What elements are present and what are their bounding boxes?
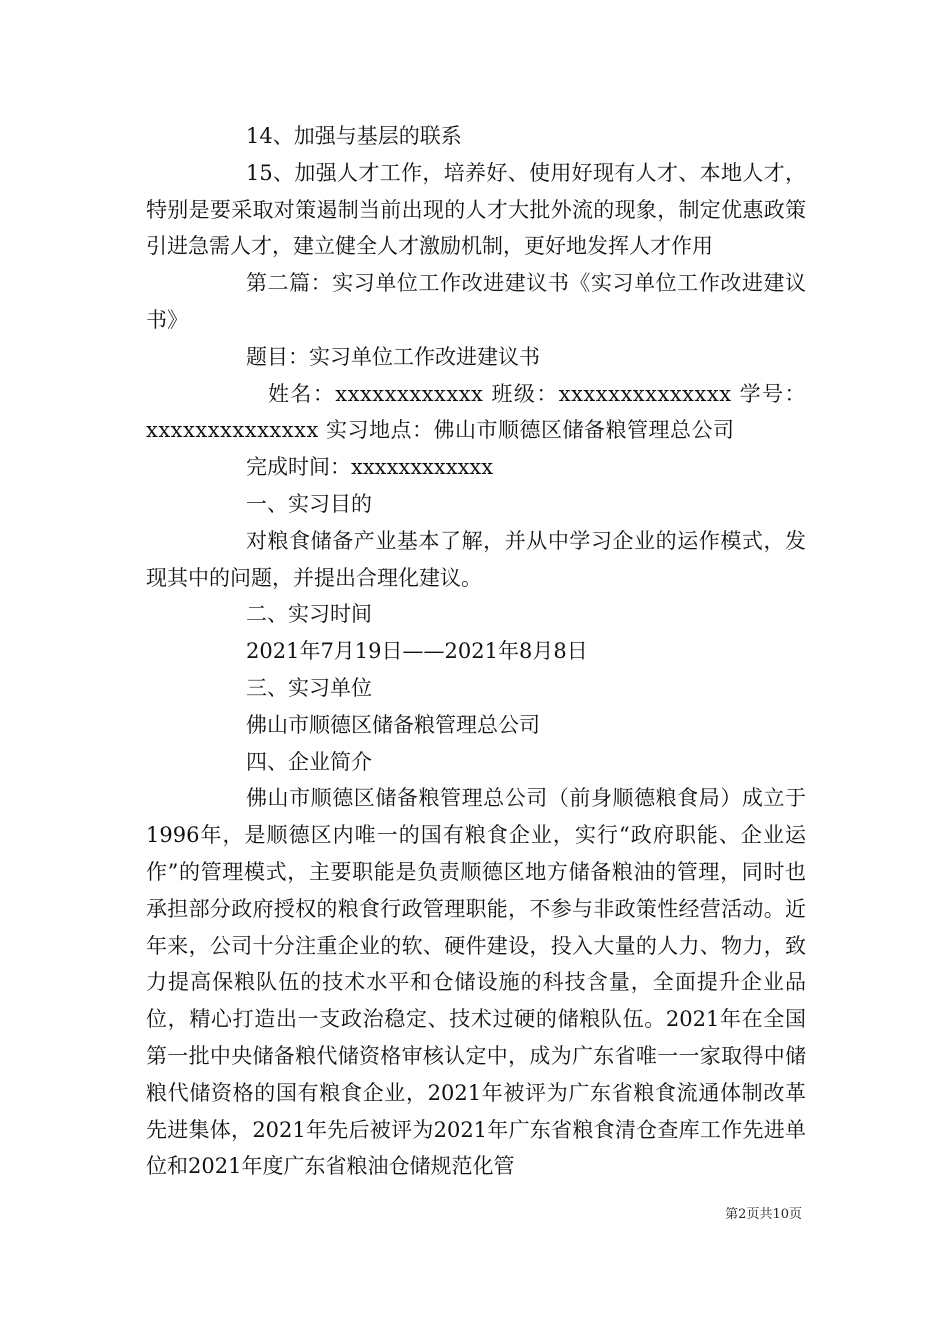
- heading-unit: 三、实习单位: [246, 675, 372, 700]
- paragraph-dates: 2021年7月19日——2021年8月8日: [246, 639, 588, 664]
- paragraph-item-14: 14、加强与基层的联系: [246, 124, 462, 148]
- paragraph-item-15: 15、加强人才工作，培养好、使用好现有人才、本地人才，特别是要采取对策遏制当前出现的人才大批外流的现象，制定优惠政策引进急需人才，建立健全人才激励机制，更好地发挥人才作用: [146, 160, 806, 259]
- paragraph-finish-time: 完成时间：xxxxxxxxxxxx: [246, 455, 494, 480]
- document-body: [146, 118, 806, 1185]
- paragraph-company-intro: 佛山市顺德区储备粮管理总公司（前身顺德粮食局）成立于1996年，是顺德区内唯一的国有粮食企业，实行“政府职能、企业运作”的管理模式，主要职能是负责顺德区地方储备粮油的管理，同时也承担部分政府授权的粮食行政管理职能，不参与非政策性经营活动。近年来，公司十分注重企业的软、硬件建设，投入大量的人力、物力，致力提高保粮队伍的技术水平和仓储设施的科技含量，全面提升企业品位，精心打造出一支政治稳定、技术过硬的储粮队伍。2021年在全国第一批中央储备粮代储资格审核认定中，成为广东省唯一一家取得中储粮代储资格的国有粮食企业，2021年被评为广东省粮食流通体制改革先进集体，2021年先后被评为2021年广东省粮食清仓查库工作先进单位和2021年度广东省粮油仓储规范化管: [146, 786, 806, 1179]
- heading-purpose: 一、实习目的: [246, 491, 372, 516]
- paragraph-part-two-title: 第二篇：实习单位工作改进建议书《实习单位工作改进建议书》: [146, 271, 806, 332]
- heading-time: 二、实习时间: [246, 602, 372, 627]
- paragraph-student-info: 姓名：xxxxxxxxxxxx 班级：xxxxxxxxxxxxxx 学号：xxxxxxxxxxxxxx 实习地点：佛山市顺德区储备粮管理总公司: [146, 381, 806, 443]
- heading-company-intro: 四、企业简介: [246, 749, 372, 774]
- paragraph-topic: 题目：实习单位工作改进建议书: [246, 344, 540, 369]
- paragraph-unit: 佛山市顺德区储备粮管理总公司: [246, 712, 540, 737]
- page-number: 第2页共10页: [725, 1207, 802, 1222]
- paragraph-purpose: 对粮食储备产业基本了解，并从中学习企业的运作模式，发现其中的问题，并提出合理化建议。: [146, 528, 806, 590]
